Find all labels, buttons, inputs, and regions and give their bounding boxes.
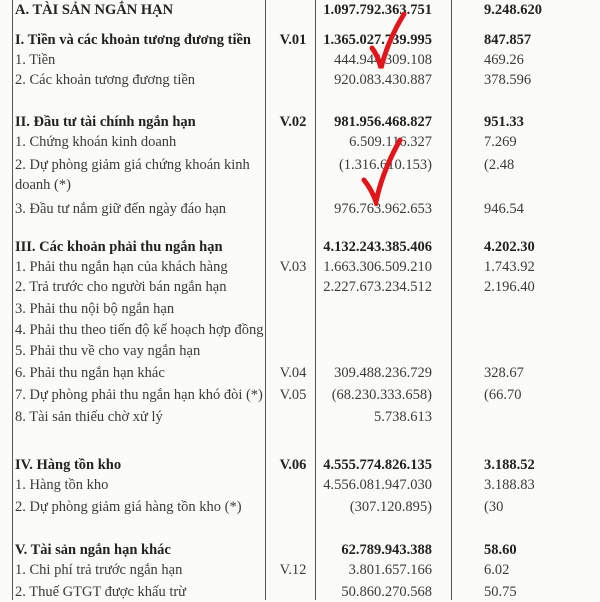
row-current-value: (307.120.895)	[349, 499, 432, 515]
row-current-value: 976.763.962.653	[334, 201, 432, 217]
row-previous-value: 7.269	[484, 134, 517, 150]
row-note-ref: V.04	[279, 365, 307, 381]
table-row	[0, 237, 600, 257]
row-current-value: 1.097.792.363.751	[323, 2, 432, 18]
row-label: 2. Các khoản tương đương tiền	[15, 72, 196, 88]
table-row	[0, 497, 600, 517]
row-current-value: 309.488.236.729	[334, 365, 432, 381]
row-previous-value: 3.188.52	[484, 457, 535, 473]
table-row	[0, 50, 600, 70]
row-label: 6. Phải thu ngắn hạn khác	[15, 365, 165, 381]
table-row	[0, 299, 600, 319]
row-label: IV. Hàng tồn kho	[15, 457, 122, 473]
row-previous-value: 3.188.83	[484, 477, 535, 493]
red-checkmark-icon	[368, 10, 408, 72]
table-row	[0, 455, 600, 475]
row-label: 4. Phải thu theo tiến độ kế hoạch hợp đồng	[15, 322, 264, 338]
table-row	[0, 363, 600, 383]
table-row	[0, 582, 600, 602]
row-note-ref: V.01	[279, 32, 307, 48]
row-note-ref: V.02	[279, 114, 307, 130]
table-row	[0, 277, 600, 297]
table-row	[0, 199, 600, 219]
row-label: 1. Tiền	[15, 52, 56, 68]
row-label: 3. Đầu tư nắm giữ đến ngày đáo hạn	[15, 201, 227, 217]
row-label: II. Đầu tư tài chính ngắn hạn	[15, 114, 196, 130]
row-label: I. Tiền và các khoản tương đương tiền	[15, 32, 251, 48]
table-row	[0, 540, 600, 560]
row-current-value: (1.316.610.153)	[338, 157, 432, 173]
row-current-value: 920.083.430.887	[334, 72, 432, 88]
table-row	[0, 560, 600, 580]
row-previous-value: (66.70	[484, 387, 522, 403]
row-previous-value: 328.67	[484, 365, 524, 381]
table-row	[0, 30, 600, 50]
row-note-ref: V.12	[279, 562, 307, 578]
row-previous-value: 847.857	[484, 32, 532, 48]
row-previous-value: 50.75	[484, 584, 517, 600]
table-row	[0, 112, 600, 132]
row-current-value: 444.944.309.108	[334, 52, 432, 68]
red-checkmark-icon	[360, 136, 405, 206]
row-current-value: 62.789.943.388	[341, 542, 432, 558]
row-label: III. Các khoản phải thu ngắn hạn	[15, 239, 223, 255]
row-current-value: (68.230.333.658)	[331, 387, 432, 403]
row-label: A. TÀI SẢN NGẮN HẠN	[15, 2, 174, 18]
row-label: 7. Dự phòng phải thu ngắn hạn khó đòi (*)	[15, 387, 263, 403]
row-label: 1. Hàng tồn kho	[15, 477, 109, 493]
row-note-ref: V.06	[279, 457, 307, 473]
table-row	[0, 475, 600, 495]
table-row	[0, 155, 600, 193]
table-row	[0, 341, 600, 361]
row-current-value: 1.663.306.509.210	[323, 259, 432, 275]
row-label: 1. Phải thu ngắn hạn của khách hàng	[15, 259, 228, 275]
row-note-ref: V.05	[279, 387, 307, 403]
row-current-value: 6.509.116.327	[349, 134, 432, 150]
row-previous-value: (30	[484, 499, 504, 515]
row-previous-value: 951.33	[484, 114, 524, 130]
table-row	[0, 385, 600, 405]
row-current-value: 4.132.243.385.406	[323, 239, 432, 255]
row-current-value: 4.555.774.826.135	[323, 457, 432, 473]
row-previous-value: 1.743.92	[484, 259, 535, 275]
table-row	[0, 70, 600, 90]
row-note-ref: V.03	[279, 259, 307, 275]
row-label: 2. Dự phòng giảm giá hàng tồn kho (*)	[15, 499, 242, 515]
row-current-value: 5.738.613	[374, 409, 432, 425]
row-label: 2. Dự phòng giảm giá chứng khoán kinh	[15, 157, 250, 173]
row-previous-value: 469.26	[484, 52, 524, 68]
row-previous-value: (2.48	[484, 157, 515, 173]
row-label-continued: doanh (*)	[15, 177, 71, 193]
row-label: 2. Thuế GTGT được khấu trừ	[15, 584, 187, 600]
row-previous-value: 58.60	[484, 542, 517, 558]
row-current-value: 1.365.027.739.995	[323, 32, 432, 48]
row-label: 5. Phải thu về cho vay ngắn hạn	[15, 343, 201, 359]
row-previous-value: 4.202.30	[484, 239, 535, 255]
row-label: V. Tài sản ngắn hạn khác	[15, 542, 171, 558]
row-current-value: 4.556.081.947.030	[323, 477, 432, 493]
row-current-value: 981.956.468.827	[334, 114, 432, 130]
row-label: 1. Chi phí trả trước ngắn hạn	[15, 562, 183, 578]
table-row	[0, 0, 600, 20]
row-label: 8. Tài sản thiếu chờ xử lý	[15, 409, 163, 425]
row-label: 2. Trả trước cho người bán ngắn hạn	[15, 279, 227, 295]
table-row	[0, 407, 600, 427]
table-row	[0, 132, 600, 152]
row-current-value: 3.801.657.166	[348, 562, 432, 578]
table-row	[0, 320, 600, 340]
row-previous-value: 2.196.40	[484, 279, 535, 295]
row-previous-value: 378.596	[484, 72, 532, 88]
row-previous-value: 6.02	[484, 562, 510, 578]
row-previous-value: 946.54	[484, 201, 524, 217]
row-label: 1. Chứng khoán kinh doanh	[15, 134, 177, 150]
row-previous-value: 9.248.620	[484, 2, 542, 18]
row-current-value: 2.227.673.234.512	[323, 279, 432, 295]
row-label: 3. Phải thu nội bộ ngắn hạn	[15, 301, 175, 317]
table-row	[0, 257, 600, 277]
row-current-value: 50.860.270.568	[341, 584, 432, 600]
